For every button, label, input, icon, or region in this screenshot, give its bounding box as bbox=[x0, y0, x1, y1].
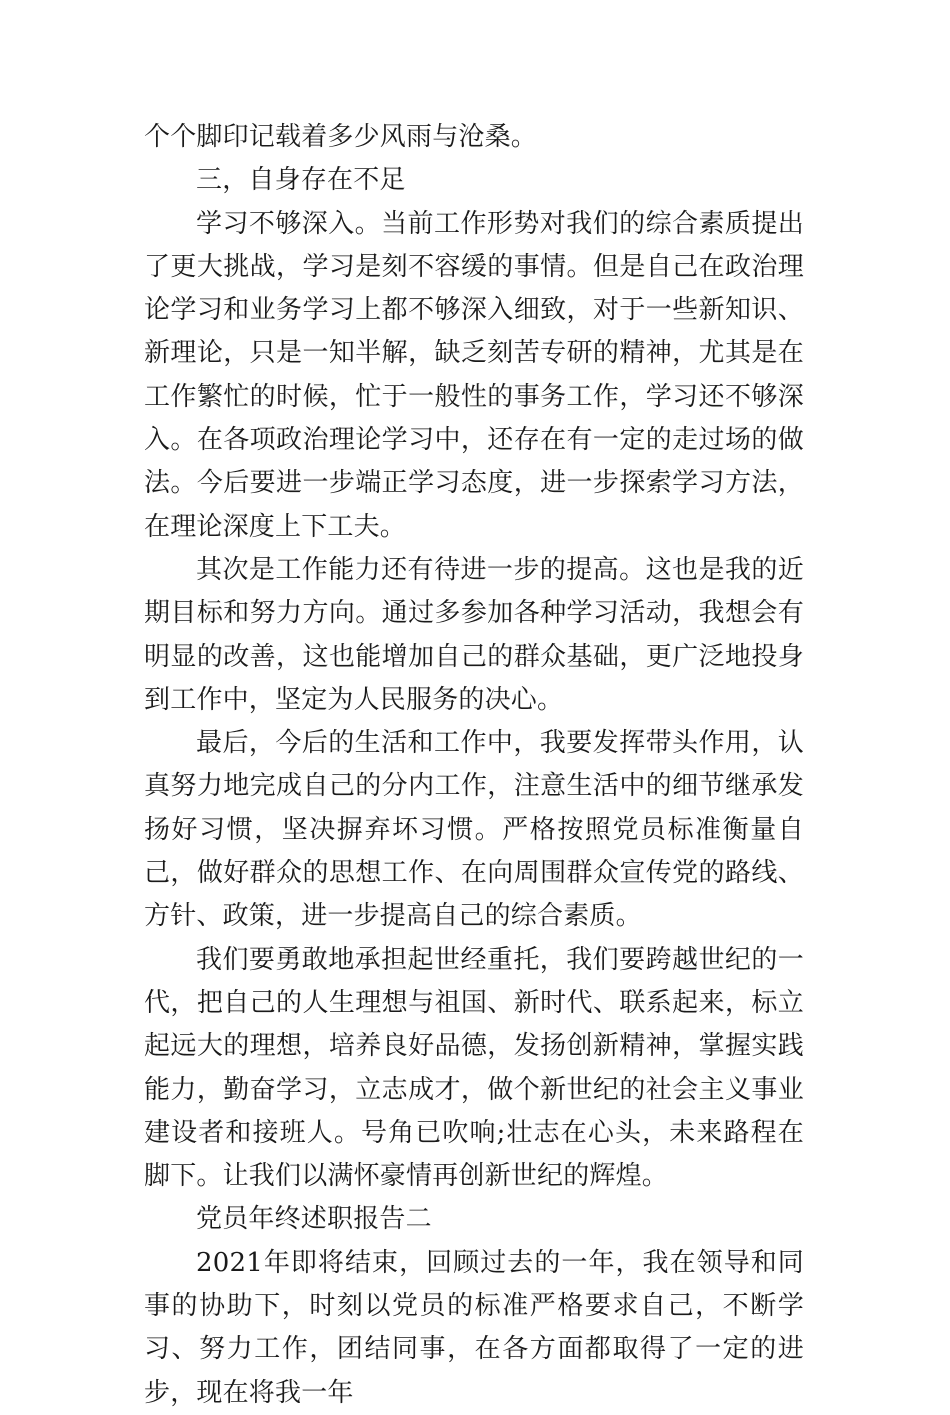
paragraph-study: 学习不够深入。当前工作形势对我们的综合素质提出了更大挑战，学习是刻不容缓的事情。但是自己在政治理论学习和业务学习上都不够深入细致，对于一些新知识、新理论，只是一知半解，缺乏刻苦专研的精神，尤其是在工作繁忙的时候，忙于一般性的事务工作，学习还不够深入。在各项政治理论学习中，还存在有一定的走过场的做法。今后要进一步端正学习态度，进一步探索学习方法，在理论深度上下工夫。 bbox=[144, 208, 804, 542]
paragraph-continuation: 个个脚印记载着多少风雨与沧桑。 bbox=[144, 122, 538, 152]
paragraph-finally: 最后，今后的生活和工作中，我要发挥带头作用，认真努力地完成自己的分内工作，注意生活中的细节继承发扬好习惯，坚决摒弃坏习惯。严格按照党员标准衡量自己，做好群众的思想工作、在向周围群众宣传党的路线、方针、政策，进一步提高自己的综合素质。 bbox=[144, 728, 804, 932]
paragraph-mission: 我们要勇敢地承担起世经重托，我们要跨越世纪的一代，把自己的人生理想与祖国、新时代、联系起来，标立起远大的理想，培养良好品德，发扬创新精神，掌握实践能力，勤奋学习，立志成才，做个新世纪的社会主义事业建设者和接班人。号角已吹响;壮志在心头，未来路程在脚下。让我们以满怀豪情再创新世纪的辉煌。 bbox=[144, 944, 804, 1192]
section-heading: 三，自身存在不足 bbox=[196, 165, 406, 196]
paragraph-report-intro: 2021年即将结束，回顾过去的一年，我在领导和同事的协助下，时刻以党员的标准严格要求自己，不断学习、努力工作，团结同事，在各方面都取得了一定的进步，现在将我一年 bbox=[144, 1247, 804, 1408]
report-title: 党员年终述职报告二 bbox=[196, 1204, 432, 1235]
paragraph-ability: 其次是工作能力还有待进一步的提高。这也是我的近期目标和努力方向。通过多参加各种学习活动，我想会有明显的改善，这也能增加自己的群众基础，更广泛地投身到工作中，坚定为人民服务的决心。 bbox=[144, 554, 804, 715]
document-body bbox=[144, 116, 804, 1415]
